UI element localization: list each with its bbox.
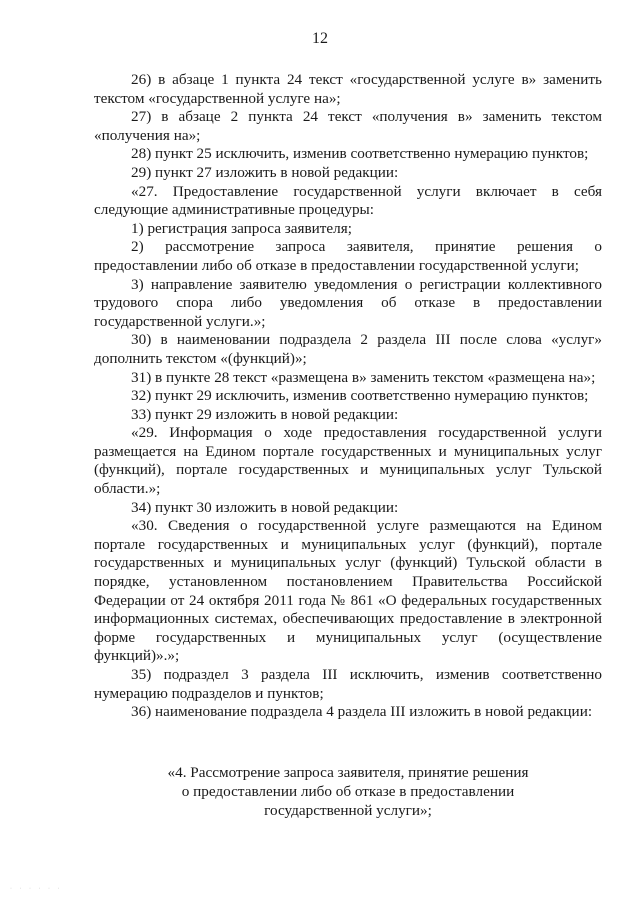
quote-point-30: «30. Сведения о государственной услуге размещаются на Едином портале государственных и муниципальных услуг (функций), портале государственных и муниципальных услуг (функций) Тульской области в порядке, установленном постановлением Правительства Российской Федерации от 24 октября 2011 года № 861 «О федеральных государственных информационных системах, обеспечивающих предоставление в электронной форме государственных и муниципальных услуг (осуществление функций)».»; [94,517,602,665]
subsection-title-line: «4. Рассмотрение запроса заявителя, принятие решения [167,764,529,781]
subsection-title-line: о предоставлении либо об отказе в предоставлении [181,783,515,800]
paragraph-32: 32) пункт 29 исключить, изменив соответственно нумерацию пунктов; [131,387,589,405]
quote-point-29: «29. Информация о ходе предоставления государственной услуги размещается на Едином портале государственных и муниципальных услуг (функций), портале государственных и муниципальных услуг Тульской области.»; [94,424,602,498]
paragraph-34: 34) пункт 30 изложить в новой редакции: [131,498,399,516]
paragraph-33: 33) пункт 29 изложить в новой редакции: [131,405,399,423]
procedure-item-2: 2) рассмотрение запроса заявителя, принятие решения о предоставлении либо об отказе в предоставлении государственной услуги; [94,238,602,274]
page-number: 12 [312,30,328,47]
quote-point-27: «27. Предоставление государственной услуги включает в себя следующие административные процедуры: [94,182,602,219]
document-body [94,71,602,722]
paragraph-30: 30) в наименовании подраздела 2 раздела III после слова «услуг» дополнить текстом «(функций)»; [94,331,602,367]
paragraph-36: 36) наименование подраздела 4 раздела III изложить в новой редакции: [131,703,593,721]
scan-artifact: · · · · · · [10,886,63,892]
subsection-title-line: государственной услуги»; [264,802,432,819]
paragraph-26: 26) в абзаце 1 пункта 24 текст «государственной услуге в» заменить текстом «государственной услуге на»; [94,71,602,107]
paragraph-28: 28) пункт 25 исключить, изменив соответственно нумерацию пунктов; [131,145,589,163]
paragraph-29: 29) пункт 27 изложить в новой редакции: [131,163,399,181]
paragraph-31: 31) в пункте 28 текст «размещена в» заменить текстом «размещена на»; [131,368,596,386]
subsection-title [94,763,602,820]
paragraph-35: 35) подраздел 3 раздела III исключить, изменив соответственно нумерацию подразделов и пунктов; [94,666,602,702]
procedure-item-3: 3) направление заявителю уведомления о регистрации коллективного трудового спора либо уведомления об отказе в предоставлении государственной услуги.»; [94,275,602,330]
paragraph-27: 27) в абзаце 2 пункта 24 текст «получения в» заменить текстом «получения на»; [94,108,602,144]
procedure-item-1: 1) регистрация запроса заявителя; [131,219,352,237]
